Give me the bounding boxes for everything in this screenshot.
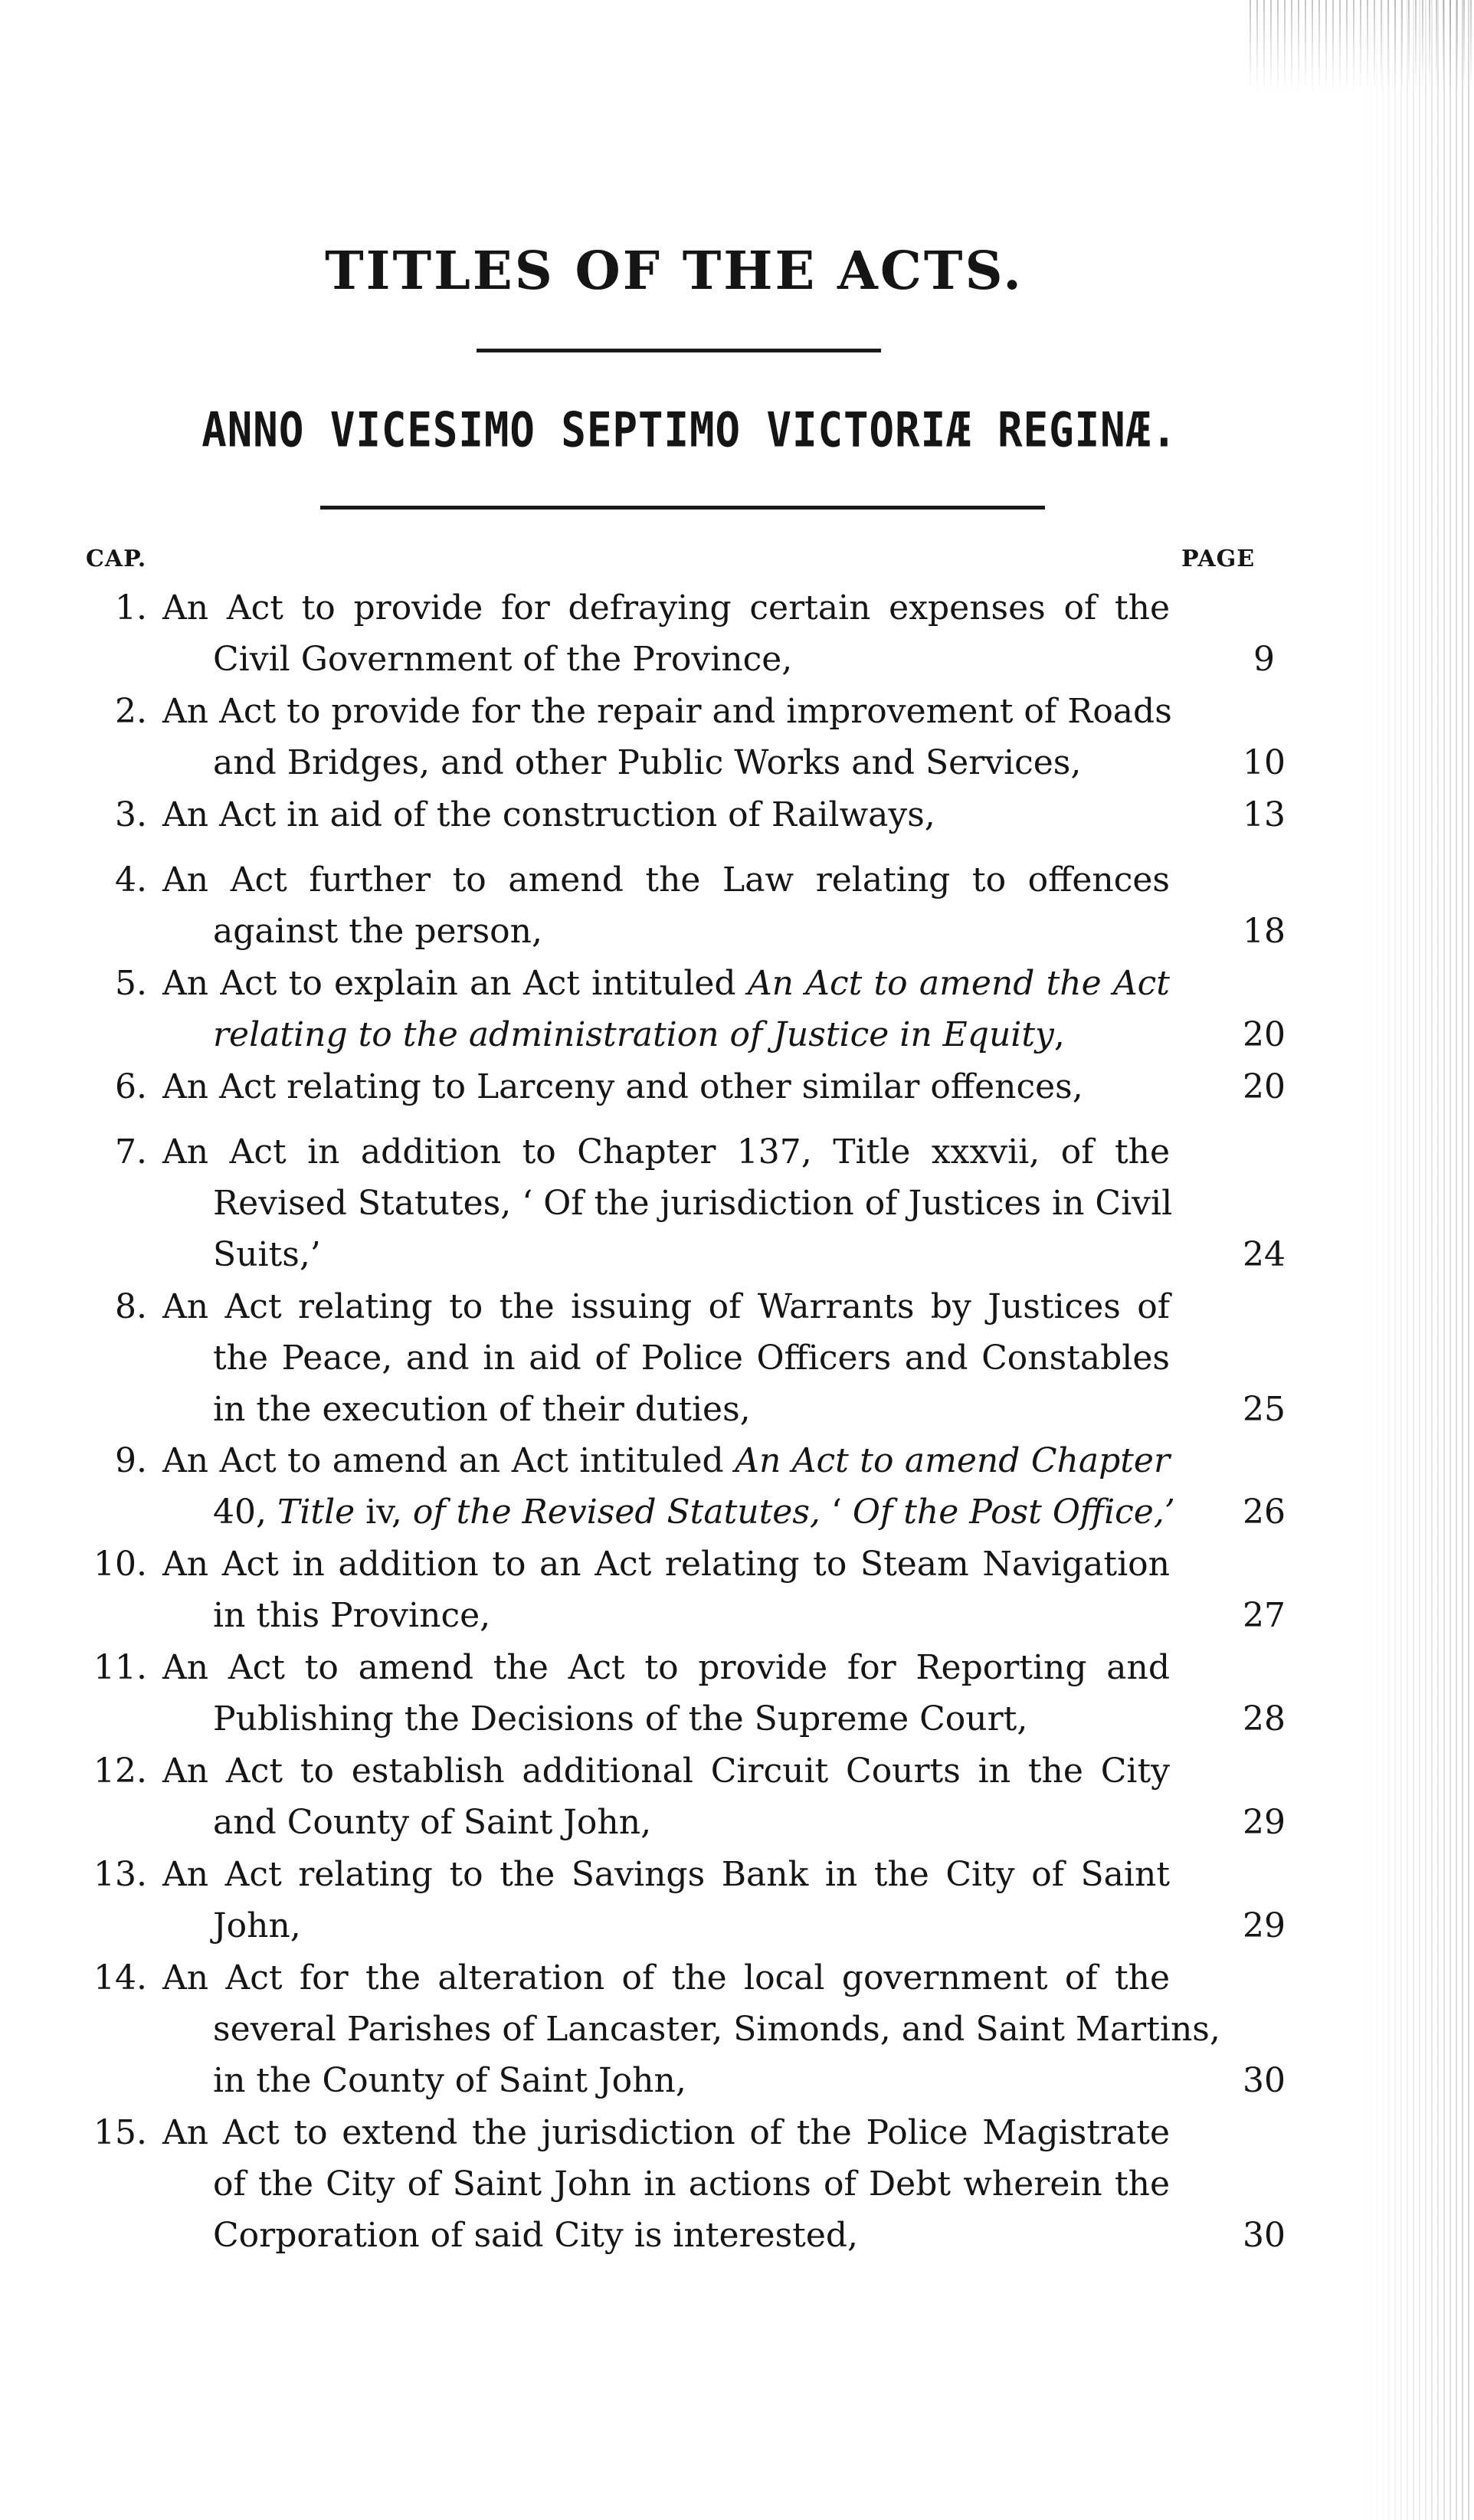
act-title [162, 1061, 1170, 1113]
act-title-line: the Peace, and in aid of Police Officers and Constables [213, 1339, 1170, 1378]
act-title-line: An Act relating to the issuing of Warrants by Justices of [162, 1287, 1170, 1326]
page-number: 13 [1243, 795, 1286, 834]
act-title [162, 1952, 1220, 2106]
act-title-line: John, [213, 1906, 301, 1945]
cap-number: 6. [115, 1067, 147, 1106]
act-entry [0, 1642, 1348, 1745]
act-title-line: An Act to amend the Act to provide for Reporting and [162, 1648, 1170, 1687]
act-title-line: An Act relating to the Savings Bank in the City of Saint [162, 1855, 1170, 1894]
act-title [162, 686, 1170, 788]
act-title [162, 958, 1170, 1060]
act-entry [0, 1435, 1348, 1538]
act-title-line: in this Province, [213, 1596, 491, 1635]
page-number: 20 [1243, 1067, 1286, 1106]
act-entry [0, 582, 1348, 685]
cap-number: 15. [93, 2113, 147, 2152]
act-title-line: Publishing the Decisions of the Supreme Court, [213, 1699, 1028, 1738]
act-entry [0, 1061, 1348, 1113]
cap-number: 5. [115, 964, 147, 1003]
act-entry [0, 1849, 1348, 1951]
act-entry [0, 686, 1348, 788]
act-title-line: An Act in addition to an Act relating to Steam Navigation [162, 1545, 1170, 1584]
act-entry [0, 2107, 1348, 2261]
act-title-line: in the execution of their duties, [213, 1390, 751, 1429]
page-number: 27 [1243, 1596, 1286, 1635]
act-title-line: 40, Title iv, of the Revised Statutes, ‘ Of the Post Office,’ [213, 1493, 1175, 1532]
page-number: 20 [1243, 1015, 1286, 1054]
act-title-line: An Act further to amend the Law relating to offences [162, 860, 1170, 900]
act-title-line: several Parishes of Lancaster, Simonds, and Saint Martins, [213, 2010, 1220, 2049]
act-title-line: An Act to establish additional Circuit Courts in the City [162, 1752, 1170, 1791]
act-title [162, 2107, 1170, 2261]
page-number: 25 [1243, 1390, 1286, 1429]
act-title-line: An Act to amend an Act intituled An Act to amend Chapter [162, 1441, 1171, 1480]
act-entry [0, 1126, 1348, 1280]
act-title-line: An Act to provide for the repair and improvement of Roads [162, 692, 1172, 731]
cap-number: 1. [115, 588, 147, 628]
cap-number: 11. [93, 1648, 147, 1687]
act-title-line: in the County of Saint John, [213, 2061, 686, 2100]
act-entry [0, 1539, 1348, 1641]
regnal-year-heading: ANNO VICESIMO SEPTIMO VICTORIÆ REGINÆ. [201, 402, 1178, 458]
act-title-line: Revised Statutes, ‘ Of the jurisdiction of Justices in Civil [213, 1184, 1173, 1223]
act-title-line: An Act to extend the jurisdiction of the Police Magistrate [162, 2113, 1170, 2152]
act-title [162, 1539, 1170, 1641]
cap-number: 12. [93, 1752, 147, 1791]
act-title-line: and County of Saint John, [213, 1803, 652, 1842]
page-number: 10 [1243, 743, 1286, 782]
cap-number: 9. [115, 1441, 147, 1480]
act-title [162, 582, 1170, 685]
cap-number: 4. [115, 860, 147, 900]
act-title-line: against the person, [213, 912, 542, 951]
act-title-line: An Act in addition to Chapter 137, Title xxxvii, of the [162, 1132, 1170, 1172]
page-number: 29 [1243, 1906, 1286, 1945]
act-entry [0, 1952, 1348, 2106]
act-title-line: Civil Government of the Province, [213, 640, 793, 679]
cap-number: 8. [115, 1287, 147, 1326]
act-title [162, 854, 1170, 957]
act-title-line: of the City of Saint John in actions of Debt wherein the [213, 2164, 1170, 2204]
cap-number: 3. [115, 795, 147, 834]
act-title-line: An Act relating to Larceny and other similar offences, [162, 1067, 1083, 1106]
act-entry [0, 958, 1348, 1060]
act-title-line: and Bridges, and other Public Works and Services, [213, 743, 1082, 782]
act-entry [0, 854, 1348, 957]
cap-number: 2. [115, 692, 147, 731]
act-title-line: An Act to provide for defraying certain expenses of the [162, 588, 1170, 628]
page-title: TITLES OF THE ACTS. [325, 241, 1024, 302]
act-title-line: An Act to explain an Act intituled An Act to amend the Act [162, 964, 1170, 1003]
cap-number: 13. [93, 1855, 147, 1894]
cap-column-header: CAP. [86, 546, 147, 572]
act-entry [0, 1281, 1348, 1435]
act-title-line: Corporation of said City is interested, [213, 2216, 859, 2255]
act-title [162, 1745, 1170, 1848]
page-column-header: PAGE [1181, 546, 1256, 572]
page-number: 18 [1243, 912, 1286, 951]
act-title [162, 789, 1170, 841]
cap-number: 10. [93, 1545, 147, 1584]
act-title [162, 1435, 1175, 1538]
page-number: 9 [1253, 640, 1275, 679]
act-title [162, 1849, 1170, 1951]
act-title-line: An Act for the alteration of the local government of the [162, 1958, 1170, 1997]
page-number: 29 [1243, 1803, 1286, 1842]
page-number: 30 [1243, 2061, 1286, 2100]
act-title [162, 1281, 1170, 1435]
act-title-line: An Act in aid of the construction of Railways, [162, 795, 935, 834]
act-entry [0, 1745, 1348, 1848]
page-number: 24 [1243, 1235, 1286, 1274]
page-number: 26 [1243, 1493, 1286, 1532]
cap-number: 7. [115, 1132, 147, 1172]
cap-number: 14. [93, 1958, 147, 1997]
act-entry [0, 789, 1348, 841]
act-title [162, 1126, 1173, 1280]
act-title [162, 1642, 1170, 1745]
page-number: 30 [1243, 2216, 1286, 2255]
act-title-line: relating to the administration of Justice in Equity, [213, 1015, 1065, 1054]
act-title-line: Suits,’ [213, 1235, 321, 1274]
page-number: 28 [1243, 1699, 1286, 1738]
